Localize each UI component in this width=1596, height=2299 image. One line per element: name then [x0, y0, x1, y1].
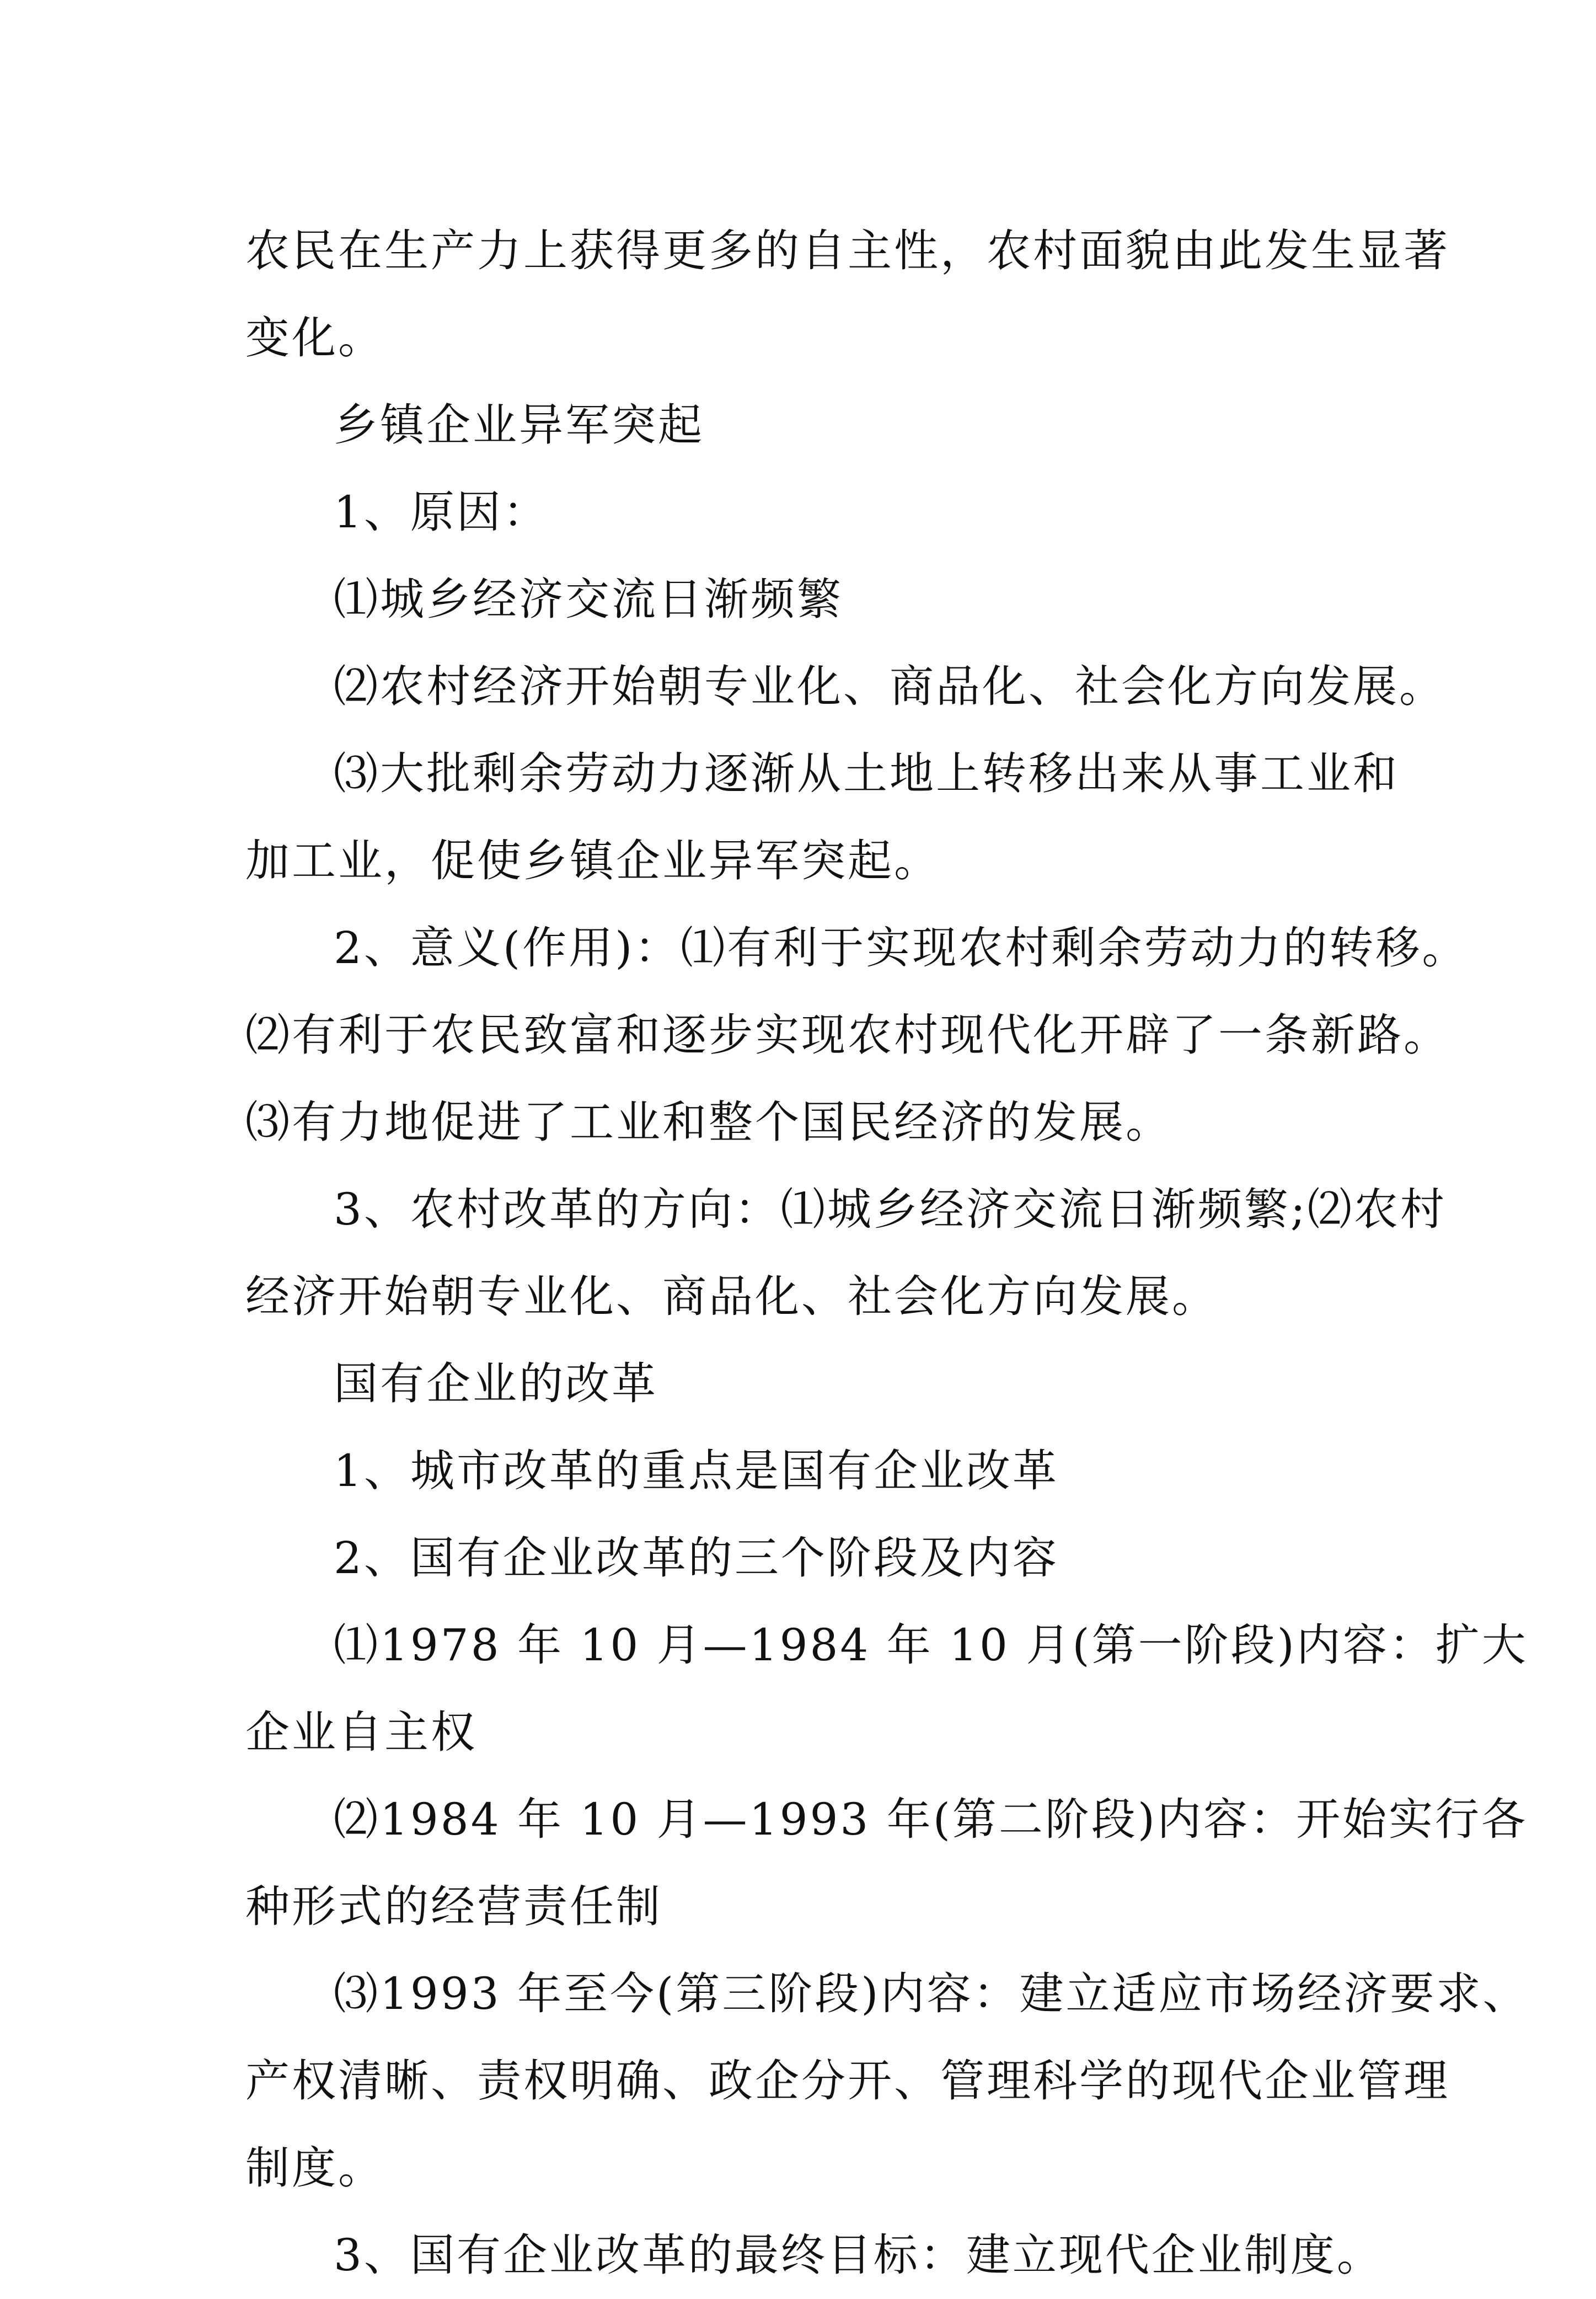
list-item: ⑶大批剩余劳动力逐渐从土地上转移出来从事工业和 — [334, 748, 1399, 799]
list-item: 3、国有企业改革的最终目标：建立现代企业制度。 — [334, 2230, 1383, 2281]
list-item: ⑴1978 年 10 月—1984 年 10 月(第一阶段)内容：扩大 — [334, 1619, 1528, 1671]
paragraph-line: 制度。 — [245, 2142, 384, 2194]
paragraph-line: ⑶有力地促进了工业和整个国民经济的发展。 — [245, 1097, 1172, 1148]
paragraph-line: 企业自主权 — [245, 1707, 477, 1758]
paragraph-line: 产权清晰、责权明确、政企分开、管理科学的现代企业管理 — [245, 2055, 1450, 2106]
list-item: ⑴城乡经济交流日渐频繁 — [334, 574, 843, 625]
list-item: 2、国有企业改革的三个阶段及内容 — [334, 1532, 1059, 1584]
document-body — [245, 207, 1529, 2299]
list-item: 1、原因： — [334, 486, 549, 538]
list-item: ⑵农村经济开始朝专业化、商品化、社会化方向发展。 — [334, 661, 1445, 712]
list-item: 2、意义(作用)：⑴有利于实现农村剩余劳动力的转移。 — [334, 922, 1469, 974]
paragraph-line: 种形式的经营责任制 — [245, 1881, 662, 1932]
paragraph-line: ⑵有利于农民致富和逐步实现农村现代化开辟了一条新路。 — [245, 1009, 1450, 1061]
list-item: 3、农村改革的方向：⑴城乡经济交流日渐频繁;⑵农村 — [334, 1184, 1447, 1235]
paragraph-line: 加工业，促使乡镇企业异军突起。 — [245, 835, 940, 886]
section-heading: 国有企业的改革 — [334, 1358, 658, 1409]
list-item: ⑶1993 年至今(第三阶段)内容：建立适应市场经济要求、 — [334, 1968, 1529, 2019]
section-heading: 乡镇企业异军突起 — [334, 399, 704, 451]
list-item: 1、城市改革的重点是国有企业改革 — [334, 1445, 1059, 1496]
paragraph-line: 经济开始朝专业化、商品化、社会化方向发展。 — [245, 1271, 1218, 1322]
list-item: ⑵1984 年 10 月—1993 年(第二阶段)内容：开始实行各 — [334, 1794, 1528, 1845]
paragraph-line: 变化。 — [245, 312, 384, 363]
paragraph-line: 农民在生产力上获得更多的自主性，农村面貌由此发生显著 — [245, 225, 1450, 276]
